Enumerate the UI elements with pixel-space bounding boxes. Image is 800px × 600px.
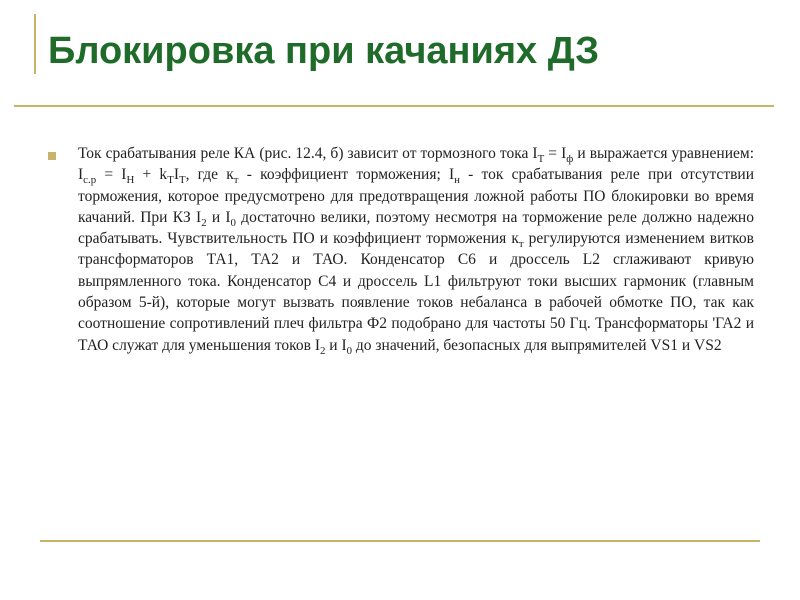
text-run: и I — [206, 208, 231, 226]
text-run: I — [173, 166, 179, 184]
text-run: - ток срабатывания реле при отсутствии торможения, которое предусмотрено для предотвращения ложной работы ПО блокировки во время качаний. При КЗ I — [78, 166, 754, 226]
text-run: до значений, безопасных для выпрямителей VS1 и VS2 — [352, 336, 722, 354]
text-run: достаточно велики, поэтому несмотря на торможение реле должно надежно срабатывать. Чувствительность ПО и коэффициент торможения к — [78, 208, 754, 248]
text-run: , где к — [185, 166, 234, 184]
subscript: с.р — [83, 174, 97, 187]
subscript: т — [233, 174, 239, 187]
decorative-vertical-line — [34, 14, 36, 74]
subscript: 0 — [346, 344, 353, 357]
footer-divider-line — [40, 540, 760, 542]
text-run: регулируются изменением витков трансформаторов ТА1, ТА2 и ТАО. Конденсатор С6 и дроссель L2 сглаживают кривую выпрямленного тока. Конденсатор С4 и дроссель L1 фильтруют токи высших гармоник (главным образом 5-й), которые могут вызвать появление токов небаланса в рабочей обмотке ПО, так как соотношение сопротивлений плеч фильтра Ф2 подобрано для частоты 50 Гц. Трансформаторы 'ГА2 и ТАО служат для уменьшения токов I — [78, 230, 754, 354]
subscript: T — [178, 174, 186, 187]
subscript: H — [126, 174, 135, 187]
subscript: т — [518, 238, 524, 251]
text-run: = I — [96, 166, 127, 184]
body-paragraph — [78, 143, 754, 356]
text-run: = I — [544, 145, 567, 162]
text-run: - коэффициент торможения; I — [238, 166, 455, 184]
subscript: н — [454, 174, 460, 187]
subscript: ф — [566, 153, 574, 166]
subscript: 2 — [319, 344, 326, 357]
text-run: и выражается уравнением: I — [78, 145, 755, 184]
text-run: + k — [134, 166, 168, 184]
title-divider-line — [14, 105, 774, 107]
slide-title: Блокировка при качаниях ДЗ — [48, 30, 600, 72]
subscript: T — [537, 153, 545, 166]
text-run: Ток срабатывания реле КА (рис. 12.4, б) зависит от тормозного тока I — [78, 145, 538, 162]
subscript: T — [167, 174, 174, 187]
subscript: 2 — [201, 216, 207, 229]
bullet-square-icon — [48, 152, 56, 160]
subscript: 0 — [230, 216, 236, 229]
text-run: и I — [325, 336, 347, 354]
